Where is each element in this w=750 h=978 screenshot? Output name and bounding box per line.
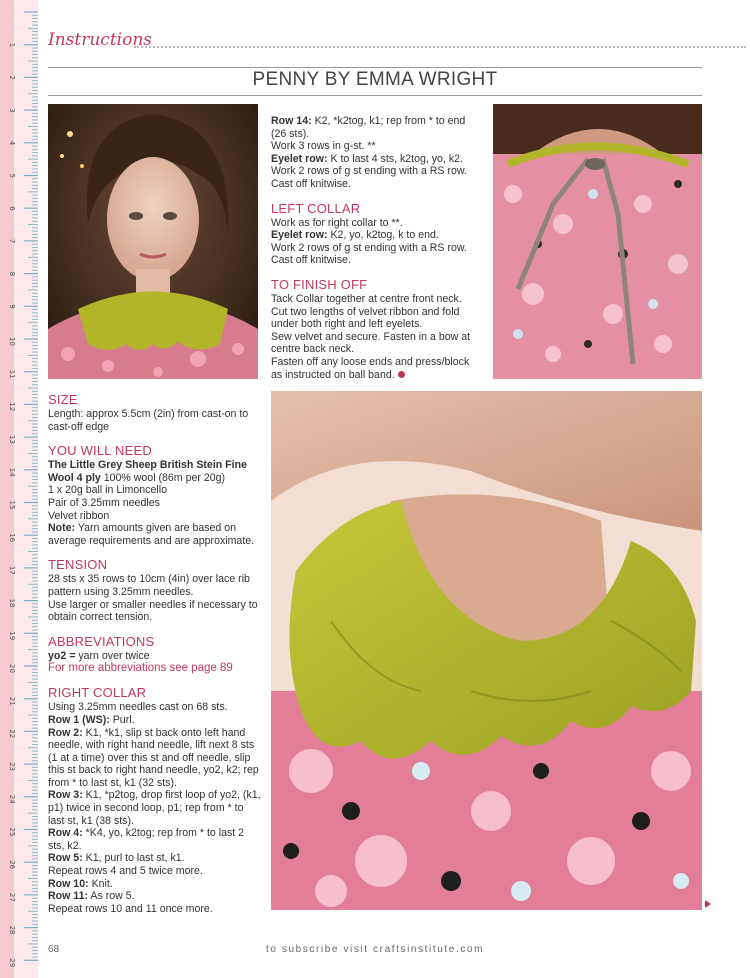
row-text: K2, yo, k2tog, k to end. bbox=[327, 229, 439, 242]
finish-line: Tack Collar together at centre front neck. bbox=[271, 292, 462, 305]
end-dot-icon bbox=[398, 371, 405, 378]
ruler-number: 28 bbox=[8, 925, 16, 935]
ruler-number: 24 bbox=[8, 794, 16, 804]
right-collar-intro: Using 3.25mm needles cast on 68 sts. bbox=[48, 701, 228, 714]
row-label: Row 1 (WS): bbox=[48, 713, 110, 726]
ruler-number: 5 bbox=[8, 173, 16, 178]
ruler-number: 14 bbox=[8, 467, 16, 477]
row-text: K2, *k2tog, k1; rep from * to end (26 sts). bbox=[271, 115, 466, 140]
title-rule-top bbox=[48, 67, 702, 68]
note-line bbox=[48, 522, 261, 547]
yarn-detail: 100% wool (86m per 20g) bbox=[100, 471, 226, 484]
repeat-instruction: Repeat rows 4 and 5 twice more. bbox=[48, 865, 203, 878]
tension-heading: TENSION bbox=[48, 557, 108, 573]
ruler-number: 10 bbox=[8, 337, 16, 346]
repeat-instruction: Repeat rows 10 and 11 once more. bbox=[48, 902, 213, 915]
row-label: Row 4: bbox=[48, 827, 83, 840]
need-heading: YOU WILL NEED bbox=[48, 443, 152, 459]
note-text: Yarn amounts given are based on average requirements and are approximate. bbox=[48, 522, 255, 547]
row-instruction bbox=[48, 727, 261, 790]
ruler-number: 17 bbox=[8, 565, 16, 575]
more-abbreviations-link[interactable]: For more abbreviations see page 89 bbox=[48, 662, 233, 675]
left-collar-intro: Work as for right collar to **. bbox=[271, 216, 403, 229]
photo-collar-closeup bbox=[271, 391, 702, 910]
note-label: Note: bbox=[48, 522, 76, 535]
ruler-number: 11 bbox=[8, 369, 16, 379]
left-collar-heading: LEFT COLLAR bbox=[271, 200, 361, 216]
ruler-number: 19 bbox=[8, 631, 16, 641]
ruler-number: 25 bbox=[8, 827, 16, 837]
ruler-number: 22 bbox=[8, 729, 16, 739]
finish-heading: TO FINISH OFF bbox=[271, 276, 368, 292]
need-item: Velvet ribbon bbox=[48, 509, 110, 522]
ruler-number: 15 bbox=[8, 500, 16, 510]
ruler-number: 2 bbox=[8, 75, 16, 80]
tension-text-2: Use larger or smaller needles if necessary to obtain correct tension. bbox=[48, 598, 258, 624]
row-text: K1, *k1, slip st back onto left hand needle, with right hand needle, lift next 8 sts (1 at a time) over this st and off needle, slip this st back to right hand needle, yo2, k2; rep from * to last st, k1 (32 sts). bbox=[48, 726, 259, 789]
row-label: Row 14: bbox=[271, 115, 312, 127]
gst-text: Work 3 rows in g-st. ** bbox=[271, 140, 376, 153]
row-instruction bbox=[48, 890, 261, 903]
row-label: Row 11: bbox=[48, 890, 89, 903]
row-instruction bbox=[48, 714, 261, 727]
abbreviations-heading: ABBREVIATIONS bbox=[48, 633, 155, 649]
row-label: Row 10: bbox=[48, 877, 89, 890]
row-text: As row 5. bbox=[88, 890, 135, 903]
row-label: Row 2: bbox=[48, 726, 83, 739]
need-item: Pair of 3.25mm needles bbox=[48, 496, 160, 509]
row-instruction bbox=[271, 115, 476, 140]
size-heading: SIZE bbox=[48, 392, 78, 407]
middle-text-column bbox=[271, 115, 476, 381]
finish-line: Fasten off any loose ends and press/block as instructed on ball band. bbox=[271, 355, 470, 381]
left-text-column bbox=[48, 392, 261, 915]
finish-line-last bbox=[271, 356, 476, 381]
row-text: K1, purl to last st, k1. bbox=[82, 852, 185, 865]
next-page-arrow-icon bbox=[705, 900, 711, 908]
section-label: Instructions bbox=[48, 30, 152, 50]
row-text: Purl. bbox=[109, 713, 135, 726]
row-instruction bbox=[48, 852, 261, 865]
footer-subscribe-text: to subscribe visit craftsinstitute.com bbox=[265, 944, 485, 955]
abbr-term: yo2 = bbox=[48, 649, 76, 662]
work-rows-text: Work 2 rows of g st ending with a RS row. bbox=[271, 241, 467, 254]
ruler-number: 12 bbox=[8, 402, 16, 412]
row-instruction bbox=[48, 878, 261, 891]
row-label: Row 3: bbox=[48, 789, 83, 802]
ruler-number: 7 bbox=[8, 238, 16, 244]
ruler-number: 29 bbox=[8, 958, 16, 968]
ruler-number: 4 bbox=[8, 140, 16, 146]
ruler-number: 16 bbox=[8, 533, 16, 543]
ruler-number: 27 bbox=[8, 892, 16, 902]
row-label: Row 5: bbox=[48, 852, 83, 865]
row-instruction bbox=[48, 789, 261, 827]
row-text: K1, *p2tog, drop first loop of yo2, (k1, p1) twice in second loop, p1; rep from * to last st, k1 (38 sts). bbox=[48, 789, 261, 827]
page-title: PENNY BY EMMA WRIGHT bbox=[252, 69, 498, 90]
ruler-number: 18 bbox=[8, 598, 16, 608]
photo-back-bow bbox=[493, 104, 702, 379]
eyelet-line bbox=[271, 153, 476, 166]
ruler-number: 26 bbox=[8, 860, 16, 870]
ruler-number: 9 bbox=[8, 304, 16, 309]
ruler-number: 1 bbox=[8, 42, 16, 48]
ruler-number: 20 bbox=[8, 664, 16, 673]
abbr-line bbox=[48, 650, 261, 663]
side-ruler bbox=[0, 0, 38, 978]
row-text: Knit. bbox=[88, 877, 113, 890]
row-instruction bbox=[48, 827, 261, 852]
row-text: *K4, yo, k2tog; rep from * to last 2 sts, k2. bbox=[48, 827, 245, 852]
ruler-number: 3 bbox=[8, 108, 16, 113]
row-text: K to last 4 sts, k2tog, yo, k2. bbox=[327, 152, 463, 165]
page-number: 68 bbox=[48, 944, 60, 955]
ruler-number: 21 bbox=[8, 696, 16, 706]
ruler-number: 6 bbox=[8, 206, 16, 211]
size-text: Length: approx 5.5cm (2in) from cast-on to cast-off edge bbox=[48, 408, 249, 433]
finish-line: Sew velvet and secure. Fasten in a bow at centre back neck. bbox=[271, 330, 471, 356]
yarn-name: The Little Grey Sheep British Stein Fine Wool 4 ply bbox=[48, 459, 247, 484]
abbr-def: yarn over twice bbox=[75, 649, 150, 662]
right-collar-heading: RIGHT COLLAR bbox=[48, 685, 147, 701]
eyelet-line bbox=[271, 229, 476, 242]
ruler-number: 13 bbox=[8, 435, 16, 445]
ruler-number: 23 bbox=[8, 762, 16, 772]
row-label: Eyelet row: bbox=[271, 229, 328, 242]
work-rows-text: Work 2 rows of g st ending with a RS row. bbox=[271, 165, 467, 178]
castoff-text: Cast off knitwise. bbox=[271, 254, 351, 267]
title-rule-bottom bbox=[48, 95, 702, 96]
row-label: Eyelet row: bbox=[271, 152, 328, 165]
tension-text: 28 sts x 35 rows to 10cm (4in) over lace rib pattern using 3.25mm needles. bbox=[48, 573, 250, 598]
finish-line: Cut two lengths of velvet ribbon and fold under both right and left eyelets. bbox=[271, 305, 460, 331]
header-dotted-rule bbox=[134, 46, 746, 48]
castoff-text: Cast off knitwise. bbox=[271, 177, 351, 190]
need-item: 1 x 20g ball in Limoncello bbox=[48, 484, 167, 497]
photo-model-portrait bbox=[48, 104, 258, 379]
ruler-number: 8 bbox=[8, 271, 16, 277]
yarn-line bbox=[48, 459, 261, 484]
